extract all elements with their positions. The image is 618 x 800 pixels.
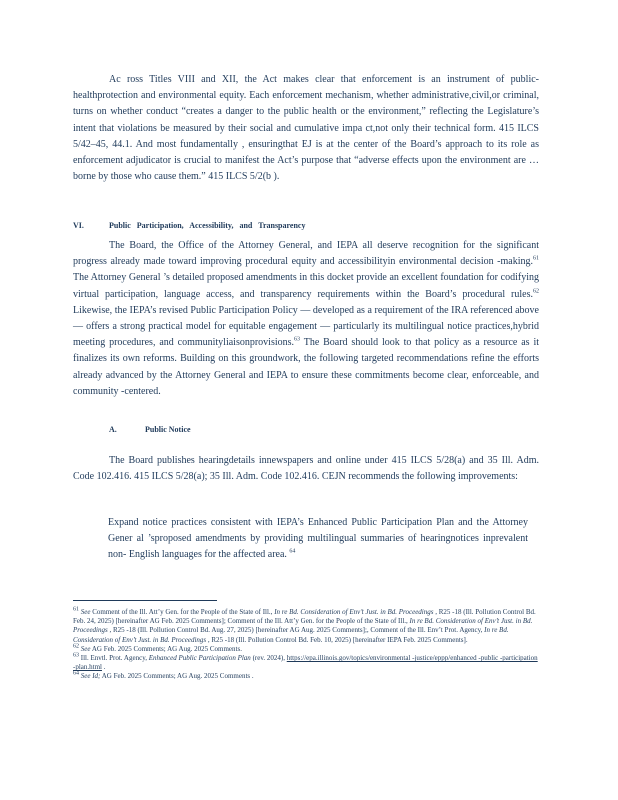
footnote-61 <box>73 608 539 645</box>
section-vi-text-part4: The Board should look to that policy as a resource as it finalizes its own reforms. Building on this groundwork, the following targeted recommendations refine the efforts already advanced by the Attorney General and IEPA to ensure these commitments become clear, enforceable, and community -centered. <box>73 337 539 397</box>
footnote-64-number: 64 <box>73 671 79 678</box>
intro-paragraph-text: Ac ross Titles VIII and XII, the Act makes clear that enforcement is an instrument of public-healthprotection and environmental equity. Each enforcement mechanism, whether administrative,civil,or criminal, turns on whether conduct “creates a danger to the public health or the environment,” reflecting the Legislature’s intent that violations be measured by their social and cumulative impa ct,not only their technical form. 415 ILCS 5/42–45, 44.1. And most fundamentally , ensuringthat EJ is at the center of the Board’s approach to its role as enforcement adjudicator is crucial to manifest the Act’s purpose that “adverse effects upon the environment are … borne by those who cause them.” 415 ILCS 5/2(b ). <box>73 74 539 183</box>
footnote-62-number: 62 <box>73 643 79 650</box>
footnote-61-number: 61 <box>73 606 79 613</box>
recommendation-text <box>108 515 528 564</box>
footnote-61-signal: See <box>80 608 91 616</box>
subsection-a-paragraph-text: The Board publishes hearingdetails innewspapers and online under 415 ILCS 5/28(a) and 35 Ill. Adm. Code 102.416. 415 ILCS 5/28(a); 35 Ill. Adm. Code 102.416. CEJN recommends the following improvements: <box>73 455 539 483</box>
footnote-61-text-a: Comment of the Ill. Att’y Gen. for the People of the State of Ill., <box>90 608 275 616</box>
footnote-64 <box>73 672 539 681</box>
section-vi-title: Public Participation, Accessibility, and Transparency <box>109 221 306 230</box>
section-vi-text-part3: Likewise, the IEPA’s revised Public Participation Policy — developed as a requirement of the IRA referenced above — offers a strong practical model for equitable engagement — particularly its multilingual notice practices,hybrid meeting procedures, and communityliaisonprovisions. <box>73 304 539 349</box>
subsection-a-paragraph <box>73 453 539 485</box>
footnote-63-text-a: Ill. Envtl. Prot. Agency, <box>79 654 149 663</box>
intro-paragraph <box>73 72 539 185</box>
subsection-a-heading <box>109 425 191 434</box>
footnote-ref-64[interactable]: 64 <box>289 549 296 556</box>
footnotes <box>73 608 539 682</box>
recommendation-bullet <box>90 515 528 564</box>
footnote-61-text-c: , R25 -18 (Ill. Pollution Control Bd. Aug. 27, 2025) [hereinafter AG Aug. 2025 Comments];, Comment of the Ill. Env’t Prot. Agency, <box>107 626 485 635</box>
footnote-divider <box>73 600 217 601</box>
subsection-a-letter: A. <box>109 425 117 434</box>
footnote-61-text-d: , R25 -18 (Ill. Pollution Control Bd. Feb. 10, 2025) [hereinafter IEPA Feb. 2025 Comments]. <box>206 635 468 644</box>
recommendation-text-body: Expand notice practices consistent with IEPA’s Enhanced Public Participation Plan and the Attorney Gener al ’sproposed amendments by providing multilingual summaries of hearingnotices inprevalent non- English languages for the affected area. <box>108 517 528 561</box>
footnote-ref-61[interactable]: 61 <box>533 255 539 262</box>
section-vi-paragraph-text <box>73 238 539 400</box>
section-vi-text-part1: The Board, the Office of the Attorney General, and IEPA all deserve recognition for the significant progress already made toward improving procedural equity and accessibilityin environmental decision -making. <box>73 240 539 268</box>
footnote-63-link[interactable]: https://epa.illinois.gov/topics/environmental -justice/eppp/enhanced -public -participation -plan.html <box>73 654 538 672</box>
footnote-62-text: AG Feb. 2025 Comments; AG Aug. 2025 Comments. <box>90 644 242 653</box>
section-vi-paragraph <box>73 238 539 400</box>
footnote-64-text: AG Feb. 2025 Comments; AG Aug. 2025 Comments . <box>100 672 254 681</box>
section-vi-heading <box>73 221 305 230</box>
footnote-63-title: Enhanced Public Participation Plan <box>148 654 251 663</box>
footnote-ref-63[interactable]: 63 <box>294 336 301 343</box>
footnote-63-number: 63 <box>73 652 79 659</box>
footnote-63-text-b: (rev. 2024), <box>250 654 285 663</box>
footnote-64-signal: See Id; <box>80 672 101 681</box>
section-vi-number: VI. <box>73 221 84 230</box>
footnote-61-case-1: In re Bd. Consideration of Env’t Just. in Bd. Proceedings <box>274 608 434 616</box>
footnote-63 <box>73 654 539 672</box>
footnote-62 <box>73 645 539 654</box>
footnote-62-signal: See <box>80 644 91 653</box>
footnote-61-case-2: In re Bd. Consideration of Env’t Just. in Bd. Proceedings <box>73 617 533 635</box>
footnote-61-case-3: In re Bd. Consideration of Env’t Just. in Bd. Proceedings <box>73 626 509 644</box>
footnote-63-end: . <box>101 663 106 672</box>
section-vi-text-part2: The Attorney General ’s detailed proposed amendments in this docket provide an excellent foundation for codifying virtual participation, language access, and transparency requirements within the Board’s procedural rules. <box>73 272 539 300</box>
footnote-ref-62[interactable]: 62 <box>533 288 539 295</box>
subsection-a-title: Public Notice <box>145 425 191 434</box>
footnote-61-text-b: , R25 -18 (Ill. Pollution Control Bd. Feb. 24, 2025) [hereinafter AG Feb. 2025 Comments]; Comment of the Ill. Att’y Gen. for the People of the State of Ill., <box>73 608 536 626</box>
